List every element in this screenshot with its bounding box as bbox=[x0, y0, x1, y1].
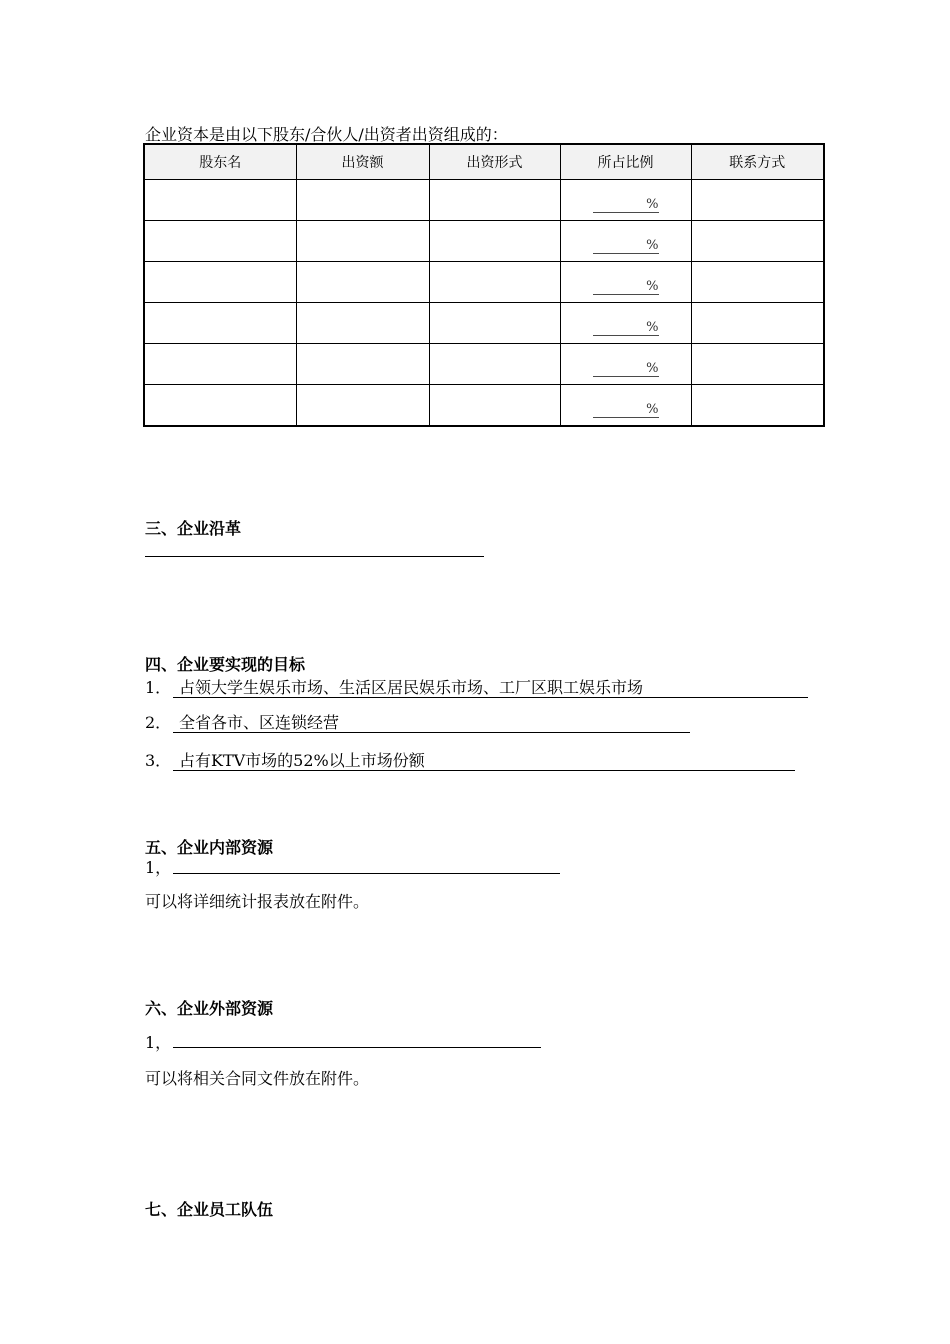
goal-number: 1． bbox=[145, 678, 172, 697]
goal-item bbox=[145, 748, 795, 768]
table-row bbox=[144, 303, 824, 344]
cell-name[interactable] bbox=[144, 344, 296, 385]
percent-field[interactable]: % bbox=[593, 280, 659, 295]
staff-heading: 七、企业员工队伍 bbox=[145, 1200, 274, 1219]
shareholder-table bbox=[143, 143, 825, 427]
percent-field[interactable]: % bbox=[593, 239, 659, 254]
cell-contact[interactable] bbox=[691, 344, 824, 385]
cell-contact[interactable] bbox=[691, 303, 824, 344]
cell-contact[interactable] bbox=[691, 180, 824, 221]
goals-heading: 四、企业要实现的目标 bbox=[145, 655, 306, 674]
table-row bbox=[144, 385, 824, 427]
cell-ratio[interactable] bbox=[560, 221, 691, 262]
cell-form[interactable] bbox=[429, 303, 560, 344]
external-note: 可以将相关合同文件放在附件。 bbox=[145, 1069, 370, 1088]
goal-item bbox=[145, 710, 690, 730]
percent-field[interactable]: % bbox=[593, 403, 659, 418]
percent-field[interactable]: % bbox=[593, 362, 659, 377]
percent-field[interactable]: % bbox=[593, 198, 659, 213]
table-row bbox=[144, 221, 824, 262]
cell-name[interactable] bbox=[144, 180, 296, 221]
external-heading: 六、企业外部资源 bbox=[145, 999, 274, 1018]
cell-form[interactable] bbox=[429, 385, 560, 427]
cell-amount[interactable] bbox=[296, 385, 429, 427]
cell-form[interactable] bbox=[429, 344, 560, 385]
external-blank-line[interactable] bbox=[173, 1047, 541, 1048]
goal-text[interactable]: 占有KTV市场的52%以上市场份额 bbox=[173, 751, 795, 771]
cell-ratio[interactable] bbox=[560, 262, 691, 303]
cell-ratio[interactable] bbox=[560, 344, 691, 385]
cell-amount[interactable] bbox=[296, 262, 429, 303]
percent-field[interactable]: % bbox=[593, 321, 659, 336]
history-blank-line[interactable] bbox=[145, 556, 484, 557]
internal-heading: 五、企业内部资源 bbox=[145, 838, 274, 857]
cell-form[interactable] bbox=[429, 262, 560, 303]
cell-form[interactable] bbox=[429, 221, 560, 262]
cell-amount[interactable] bbox=[296, 303, 429, 344]
cell-amount[interactable] bbox=[296, 180, 429, 221]
cell-name[interactable] bbox=[144, 303, 296, 344]
internal-blank-line[interactable] bbox=[173, 873, 560, 874]
cell-ratio[interactable] bbox=[560, 180, 691, 221]
col-header-ratio: 所占比例 bbox=[560, 144, 691, 180]
internal-item-label: 1， bbox=[145, 858, 172, 877]
goal-number: 3． bbox=[145, 751, 172, 770]
cell-contact[interactable] bbox=[691, 385, 824, 427]
external-item-label: 1， bbox=[145, 1033, 172, 1052]
goal-text[interactable]: 全省各市、区连锁经营 bbox=[173, 713, 690, 733]
goal-text[interactable]: 占领大学生娱乐市场、生活区居民娱乐市场、工厂区职工娱乐市场 bbox=[173, 678, 808, 698]
cell-form[interactable] bbox=[429, 180, 560, 221]
cell-contact[interactable] bbox=[691, 262, 824, 303]
table-row bbox=[144, 180, 824, 221]
table-header-row bbox=[144, 144, 824, 180]
cell-amount[interactable] bbox=[296, 221, 429, 262]
cell-ratio[interactable] bbox=[560, 303, 691, 344]
history-heading: 三、企业沿革 bbox=[145, 519, 242, 538]
cell-name[interactable] bbox=[144, 262, 296, 303]
internal-note: 可以将详细统计报表放在附件。 bbox=[145, 892, 370, 911]
cell-name[interactable] bbox=[144, 221, 296, 262]
col-header-form: 出资形式 bbox=[429, 144, 560, 180]
table-row bbox=[144, 344, 824, 385]
cell-contact[interactable] bbox=[691, 221, 824, 262]
cell-name[interactable] bbox=[144, 385, 296, 427]
goal-item bbox=[145, 675, 808, 695]
cell-amount[interactable] bbox=[296, 344, 429, 385]
col-header-contact: 联系方式 bbox=[691, 144, 824, 180]
capital-intro: 企业资本是由以下股东/合伙人/出资者出资组成的： bbox=[145, 125, 508, 144]
table-row bbox=[144, 262, 824, 303]
goal-number: 2． bbox=[145, 713, 172, 732]
col-header-name: 股东名 bbox=[144, 144, 296, 180]
col-header-amount: 出资额 bbox=[296, 144, 429, 180]
cell-ratio[interactable] bbox=[560, 385, 691, 427]
